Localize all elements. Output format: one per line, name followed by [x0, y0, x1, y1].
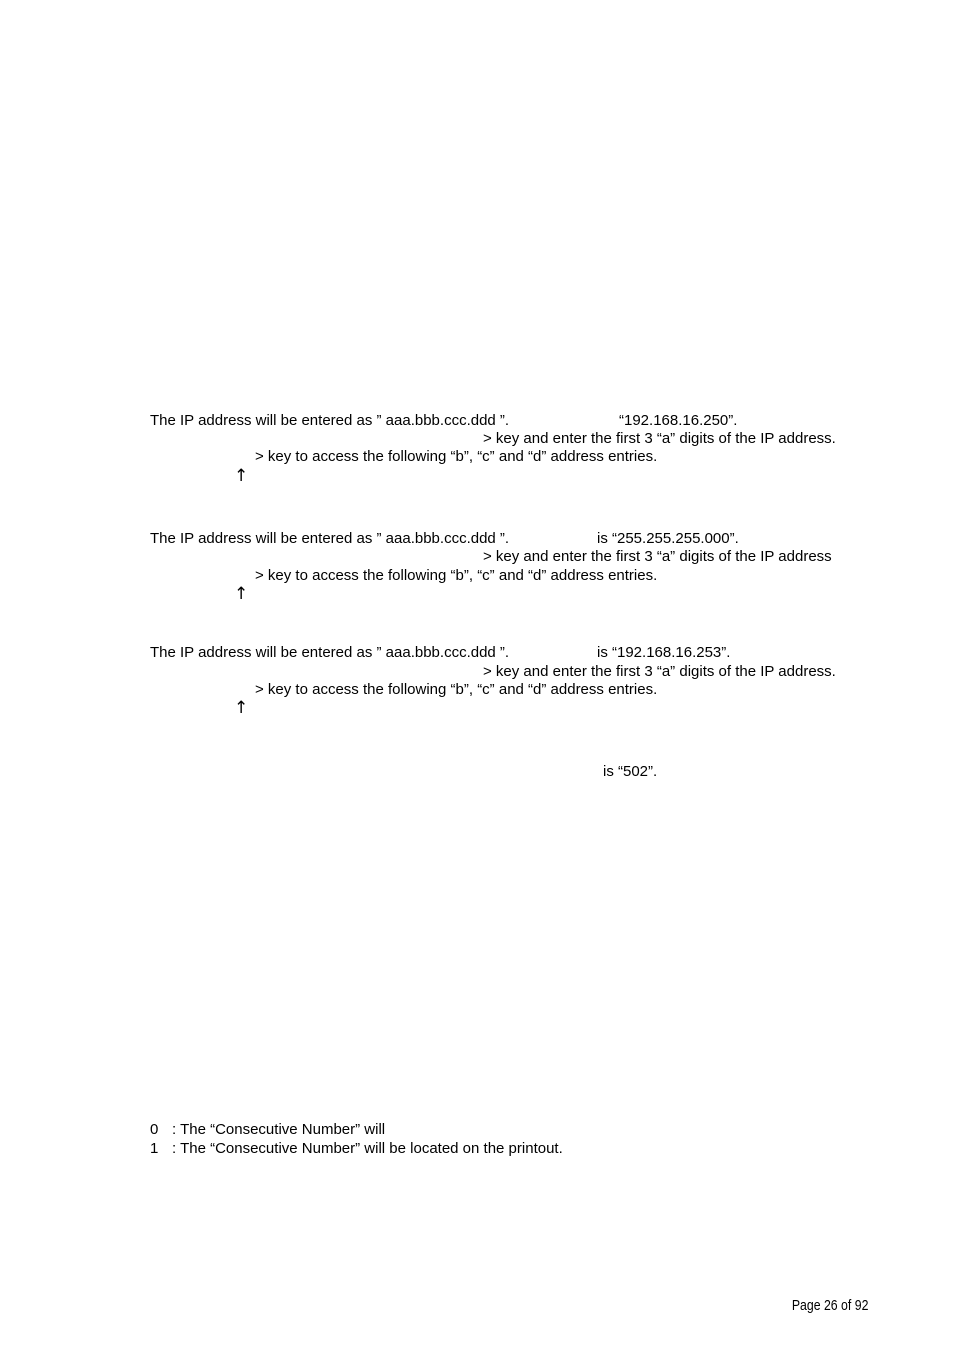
option-text: : The “Consecutive Number” will	[172, 1121, 386, 1138]
option-number: 1	[150, 1140, 159, 1157]
ip-address-format-text: The IP address will be entered as ” aaa.bbb.ccc.ddd ”.	[150, 412, 510, 429]
ip-address-enter-instruction: > key and enter the first 3 “a” digits of the IP address.	[483, 430, 836, 447]
up-arrow-icon: ↑	[234, 584, 249, 604]
subnet-mask-enter-instruction: > key and enter the first 3 “a” digits of the IP address	[483, 548, 832, 565]
gateway-default-value: is “192.168.16.253”.	[597, 644, 731, 661]
ip-address-next-instruction: > key to access the following “b”, “c” and “d” address entries.	[255, 448, 658, 465]
subnet-mask-format-text: The IP address will be entered as ” aaa.bbb.ccc.ddd ”.	[150, 530, 510, 547]
subnet-mask-next-instruction: > key to access the following “b”, “c” and “d” address entries.	[255, 567, 658, 584]
up-arrow-icon: ↑	[234, 466, 249, 486]
gateway-next-instruction: > key to access the following “b”, “c” and “d” address entries.	[255, 681, 658, 698]
ip-address-default-value: “192.168.16.250”.	[619, 412, 738, 429]
gateway-enter-instruction: > key and enter the first 3 “a” digits of the IP address.	[483, 663, 836, 680]
page-number: Page 26 of 92	[791, 1297, 868, 1314]
option-number: 0	[150, 1121, 159, 1138]
up-arrow-icon: ↑	[234, 698, 249, 718]
option-text: : The “Consecutive Number” will be located on the printout.	[172, 1140, 563, 1157]
gateway-format-text: The IP address will be entered as ” aaa.bbb.ccc.ddd ”.	[150, 644, 510, 661]
port-default-value: is “502”.	[603, 763, 658, 780]
subnet-mask-default-value: is “255.255.255.000”.	[597, 530, 739, 547]
